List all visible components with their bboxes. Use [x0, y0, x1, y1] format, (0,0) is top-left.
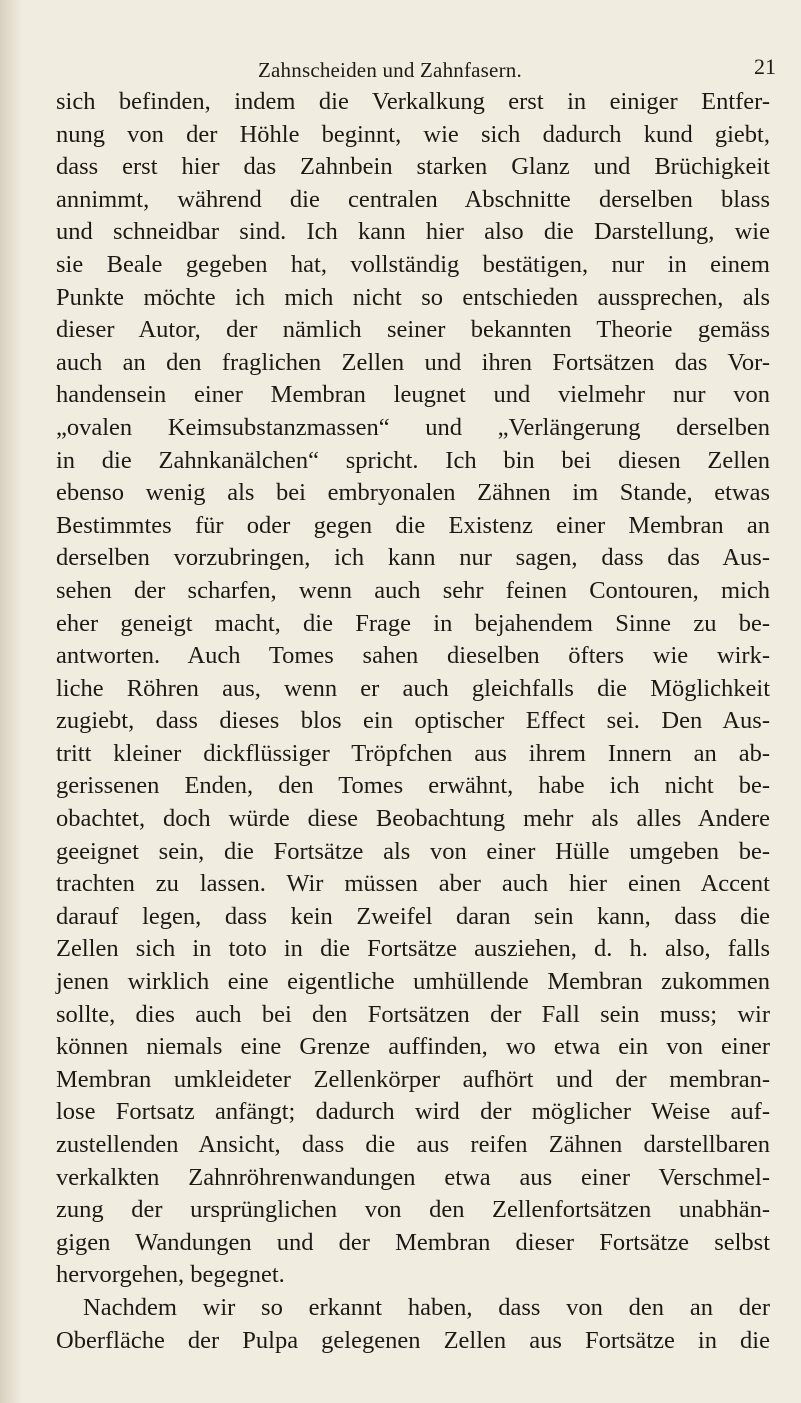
paragraph-start-line: Nachdem wir so erkannt haben, dass von den an der	[83, 1293, 770, 1321]
text-line: gerissenen Enden, den Tomes erwähnt, habe ich nicht be-	[56, 772, 770, 800]
text-line: trachten zu lassen. Wir müssen aber auch hier einen Accent	[56, 870, 770, 898]
text-line: tritt kleiner dickflüssiger Tröpfchen aus ihrem Innern an ab-	[56, 739, 770, 767]
text-line: sich befinden, indem die Verkalkung erst in einiger Entfer-	[56, 88, 770, 115]
text-line: sie Beale gegeben hat, vollständig bestätigen, nur in einem	[56, 250, 770, 278]
text-line: dieser Autor, der nämlich seiner bekannten Theorie gemäss	[56, 316, 770, 344]
text-line: Bestimmtes für oder gegen die Existenz einer Membran an	[56, 511, 770, 539]
text-line: liche Röhren aus, wenn er auch gleichfalls die Möglichkeit	[56, 674, 770, 702]
running-head: Zahnscheiden und Zahnfasern.	[258, 58, 522, 82]
text-line: handensein einer Membran leugnet und vielmehr nur von	[56, 381, 770, 409]
text-line: derselben vorzubringen, ich kann nur sagen, dass das Aus-	[56, 544, 770, 572]
text-line: obachtet, doch würde diese Beobachtung mehr als alles Andere	[56, 805, 770, 833]
text-line: dass erst hier das Zahnbein starken Glanz und Brüchigkeit	[56, 153, 770, 181]
text-line: und schneidbar sind. Ich kann hier also die Darstellung, wie	[56, 218, 770, 246]
text-line: in die Zahnkanälchen“ spricht. Ich bin bei diesen Zellen	[56, 446, 770, 474]
text-line: „ovalen Keimsubstanzmassen“ und „Verlängerung derselben	[56, 413, 770, 441]
text-line: Oberfläche der Pulpa gelegenen Zellen aus Fortsätze in die	[56, 1326, 770, 1354]
body-text	[56, 86, 770, 1357]
text-line: zugiebt, dass dieses blos ein optischer Effect sei. Den Aus-	[56, 707, 770, 735]
paragraph-end-line: hervorgehen, begegnet.	[56, 1261, 285, 1289]
text-line: nung von der Höhle beginnt, wie sich dadurch kund giebt,	[56, 120, 770, 148]
text-line: jenen wirklich eine eigentliche umhüllende Membran zukommen	[56, 968, 770, 996]
text-line: können niemals eine Grenze auffinden, wo etwa ein von einer	[56, 1033, 770, 1061]
text-line: zustellenden Ansicht, dass die aus reifen Zähnen darstellbaren	[56, 1131, 770, 1158]
page-number: 21	[754, 54, 776, 79]
text-line: gigen Wandungen und der Membran dieser Fortsätze selbst	[56, 1228, 770, 1256]
text-line: verkalkten Zahnröhrenwandungen etwa aus einer Verschmel-	[56, 1163, 770, 1191]
page-header	[0, 52, 801, 82]
text-line: auch an den fraglichen Zellen und ihren Fortsätzen das Vor-	[56, 348, 770, 376]
text-line: eher geneigt macht, die Frage in bejahendem Sinne zu be-	[56, 609, 770, 637]
text-line: geeignet sein, die Fortsätze als von einer Hülle umgeben be-	[56, 837, 770, 865]
text-line: darauf legen, dass kein Zweifel daran sein kann, dass die	[56, 902, 770, 930]
text-line: Zellen sich in toto in die Fortsätze ausziehen, d. h. also, falls	[56, 935, 770, 963]
text-line: zung der ursprünglichen von den Zellenfortsätzen unabhän-	[56, 1196, 770, 1224]
text-line: Punkte möchte ich mich nicht so entschieden aussprechen, als	[56, 283, 770, 311]
text-line: lose Fortsatz anfängt; dadurch wird der möglicher Weise auf-	[56, 1098, 770, 1126]
text-line: annimmt, während die centralen Abschnitte derselben blass	[56, 185, 770, 213]
page-edge-shadow	[0, 0, 22, 1403]
text-line: ebenso wenig als bei embryonalen Zähnen im Stande, etwas	[56, 479, 770, 507]
text-line: Membran umkleideter Zellenkörper aufhört und der membran-	[56, 1065, 770, 1093]
text-line: sollte, dies auch bei den Fortsätzen der Fall sein muss; wir	[56, 1000, 770, 1028]
text-line: sehen der scharfen, wenn auch sehr feinen Contouren, mich	[56, 576, 770, 604]
text-line: antworten. Auch Tomes sahen dieselben öfters wie wirk-	[56, 642, 770, 670]
